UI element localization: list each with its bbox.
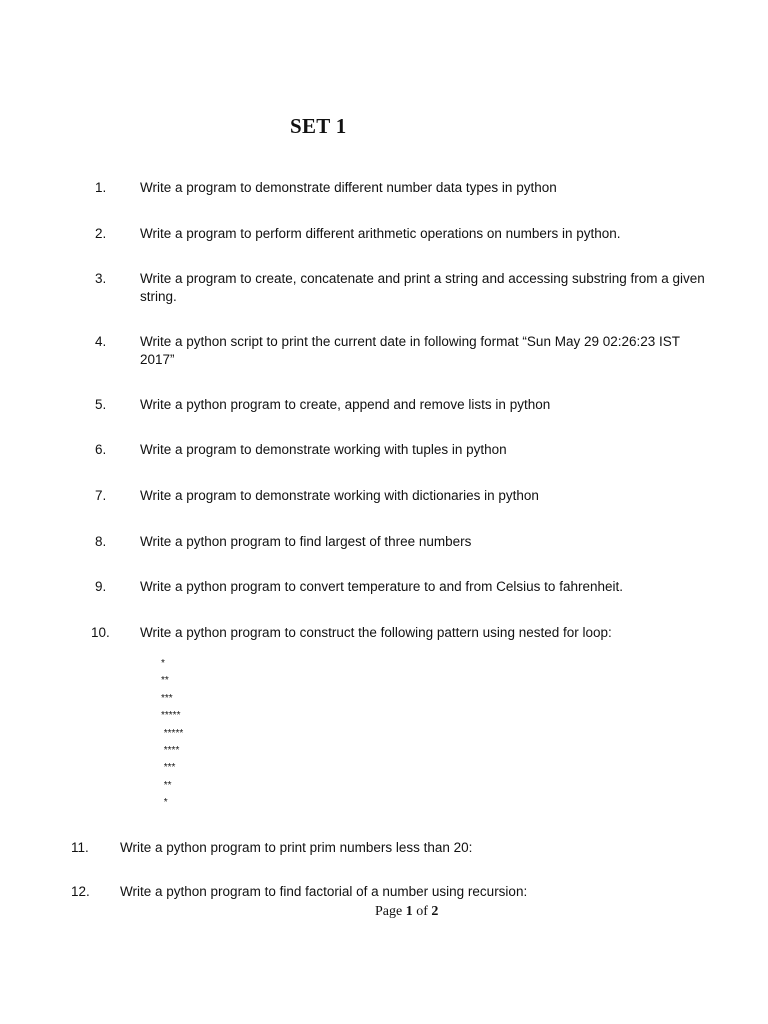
item-text: Write a program to create, concatenate and print a string and accessing substring from a given string. xyxy=(140,271,705,304)
pattern-line: *** xyxy=(161,692,173,704)
item-number: 4. xyxy=(95,334,107,349)
pattern-line: ** xyxy=(161,779,172,791)
total-pages-number: 2 xyxy=(431,904,439,919)
pattern-line: * xyxy=(161,658,165,669)
page-title: SET 1 xyxy=(290,114,347,138)
item-number: 8. xyxy=(95,534,107,549)
list-item xyxy=(95,533,695,551)
of-word: of xyxy=(416,904,428,919)
pattern-line: * xyxy=(161,797,168,809)
item-text: Write a python program to find largest of three numbers xyxy=(140,534,472,549)
item-text: Write a python script to print the current date in following format “Sun May 29 02:26:23 IST 2017” xyxy=(140,334,680,367)
item-text: Write a program to perform different arithmetic operations on numbers in python. xyxy=(140,226,621,241)
current-page-number: 1 xyxy=(405,904,413,919)
item-text: Write a python program to construct the following pattern using nested for loop: xyxy=(140,625,612,640)
item-text: Write a python program to find factorial of a number using recursion: xyxy=(120,884,528,899)
item-text: Write a python program to print prim numbers less than 20: xyxy=(120,840,473,855)
page-footer xyxy=(375,904,438,920)
page-word: Page xyxy=(375,904,403,919)
item-number: 6. xyxy=(95,442,107,457)
item-number: 11. xyxy=(71,840,89,855)
item-number: 9. xyxy=(95,579,107,594)
item-text: Write a python program to convert temperature to and from Celsius to fahrenheit. xyxy=(140,579,623,594)
item-text: Write a program to demonstrate working with dictionaries in python xyxy=(140,488,539,503)
item-number: 10. xyxy=(91,625,110,640)
item-number: 12. xyxy=(71,884,90,899)
list-item xyxy=(95,225,695,243)
item-number: 3. xyxy=(95,271,107,286)
list-item xyxy=(91,624,695,642)
pattern-line: **** xyxy=(161,744,180,756)
list-item xyxy=(95,487,695,505)
list-item xyxy=(95,270,725,306)
list-item xyxy=(95,396,695,414)
list-item xyxy=(95,441,695,459)
pattern-line: ***** xyxy=(161,727,184,739)
item-number: 2. xyxy=(95,226,107,241)
item-text: Write a program to demonstrate different number data types in python xyxy=(140,180,557,195)
item-text: Write a program to demonstrate working with tuples in python xyxy=(140,442,507,457)
list-item xyxy=(95,179,695,197)
pattern-line: *** xyxy=(161,762,176,774)
item-text: Write a python program to create, append and remove lists in python xyxy=(140,397,551,412)
list-item xyxy=(71,883,671,901)
item-number: 1. xyxy=(95,180,107,195)
list-item xyxy=(95,333,725,369)
star-pattern xyxy=(161,655,183,812)
pattern-line: ***** xyxy=(161,710,181,722)
list-item xyxy=(71,839,671,857)
item-number: 5. xyxy=(95,397,107,412)
item-number: 7. xyxy=(95,488,107,503)
list-item xyxy=(95,578,695,596)
pattern-line: ** xyxy=(161,675,169,687)
